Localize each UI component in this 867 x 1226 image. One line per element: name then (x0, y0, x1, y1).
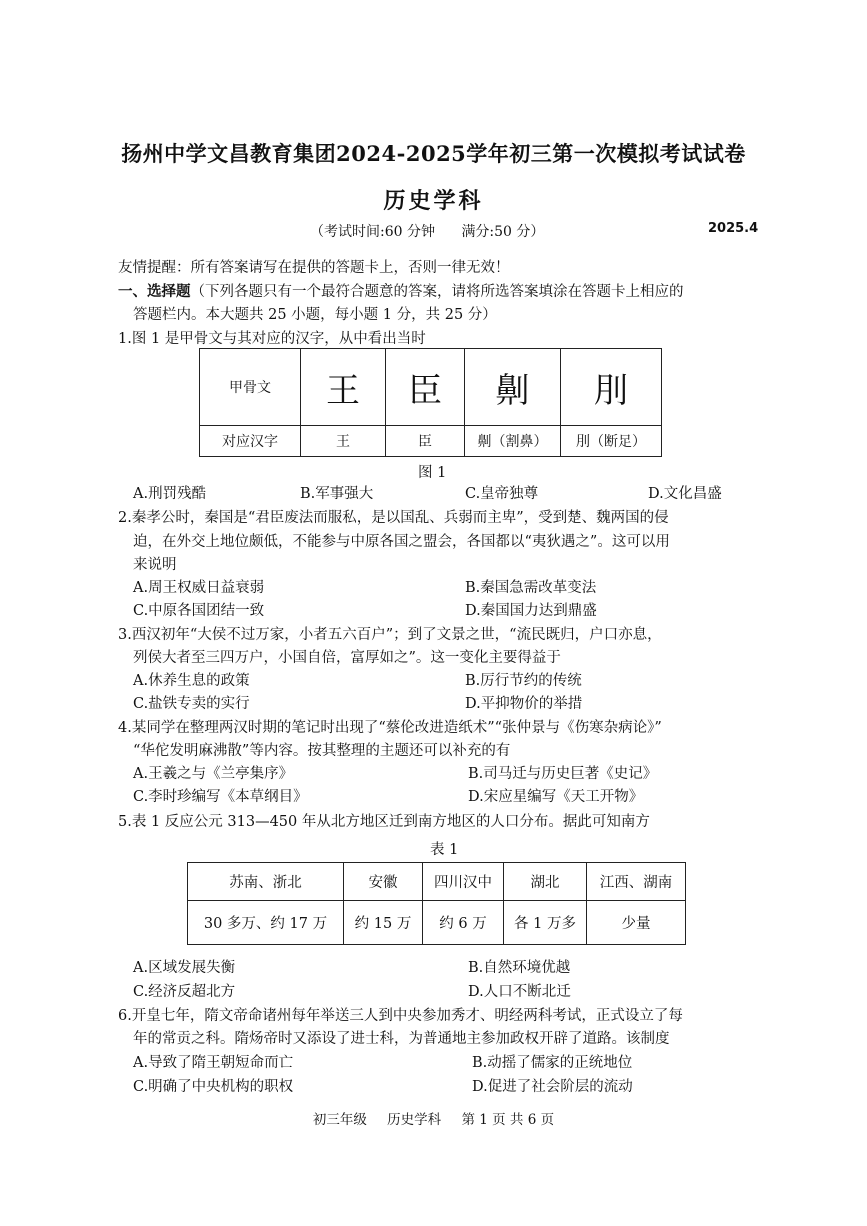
oracle-glyph-yue: 刖 (561, 349, 662, 426)
footer-grade: 初三年级 (312, 1112, 367, 1128)
modern-char-chen: 臣 (386, 426, 465, 457)
oracle-glyph-wang: 王 (301, 349, 386, 426)
section-instr-2: 答题栏内。本大题共 25 小题，每小题 1 分，共 25 分） (133, 307, 497, 323)
q3-line-2: 列侯大者至三四万户，小国自倍，富厚如之”。这一变化主要得益于 (133, 650, 561, 666)
migration-table (187, 862, 686, 945)
notice: 友情提醒：所有答案请写在提供的答题卡上，否则一律无效！ (118, 260, 510, 276)
q2-line-2: 迫，在外交上地位颇低，不能参与中原各国之盟会，各国都以“夷狄遇之”。这可以用 (133, 534, 670, 550)
modern-char-yi: 劓（割鼻） (465, 426, 561, 457)
q5-option-a: A.区域发展失衡 (133, 960, 236, 976)
section-instructions (118, 282, 684, 302)
footer-subject: 历史学科 (387, 1112, 442, 1128)
q4-option-a: A.王羲之与《兰亭集序》 (133, 766, 294, 782)
q4-line-2: “华佗发明麻沸散”等内容。按其整理的主题还可以补充的有 (133, 743, 511, 759)
q3-option-b: B.厉行节约的传统 (465, 673, 582, 689)
figure-1-caption: 图 1 (418, 465, 447, 481)
q2-line-1: 2.秦孝公时，秦国是“君臣废法而服私，是以国乱、兵弱而主卑”，受到楚、魏两国的侵 (118, 510, 669, 526)
q6-option-b: B.动摇了儒家的正统地位 (472, 1055, 633, 1071)
table-1-caption: 表 1 (430, 842, 459, 858)
exam-time: （考试时间:60 分钟 (310, 224, 435, 240)
subject-title: 历史学科 (383, 188, 484, 214)
q2-line-3: 来说明 (133, 557, 177, 573)
modern-char-wang: 王 (301, 426, 386, 457)
q5-option-b: B.自然环境优越 (468, 960, 571, 976)
value-anhui: 约 15 万 (344, 901, 423, 945)
page-footer (0, 1108, 867, 1128)
q5-option-d: D.人口不断北迁 (468, 984, 571, 1000)
q5-stem: 5.表 1 反应公元 313—450 年从北方地区迁到南方地区的人口分布。据此可知南方 (118, 814, 650, 830)
q2-option-a: A.周王权威日益衰弱 (133, 580, 265, 596)
q3-line-1: 3.西汉初年“大侯不过万家，小者五六百户”；到了文景之世，“流民既归，户口亦息， (118, 627, 662, 643)
q4-option-c: C.李时珍编写《本草纲目》 (133, 789, 308, 805)
q4-option-b: B.司马迁与历史巨著《史记》 (468, 766, 658, 782)
modern-char-yue: 刖（断足） (561, 426, 662, 457)
header-sunan-zhebei: 苏南、浙北 (188, 863, 344, 901)
header-sichuan-hanzhong: 四川汉中 (423, 863, 504, 901)
oracle-glyph-yi: 劓 (465, 349, 561, 426)
exam-date: 2025.4 (708, 221, 759, 236)
value-jiangxi-hunan: 少量 (587, 901, 686, 945)
oracle-bone-table (199, 348, 662, 457)
q5-option-c: C.经济反超北方 (133, 984, 236, 1000)
q1-option-a: A.刑罚残酷 (133, 486, 207, 502)
exam-score: 满分:50 分） (461, 224, 545, 240)
q2-option-d: D.秦国国力达到鼎盛 (465, 603, 597, 619)
oracle-glyph-chen: 臣 (386, 349, 465, 426)
header-hubei: 湖北 (504, 863, 587, 901)
q2-option-b: B.秦国急需改革变法 (465, 580, 597, 596)
q6-line-2: 年的常贡之科。隋炀帝时又添设了进士科，为普通地主参加政权开辟了道路。该制度 (133, 1031, 670, 1047)
q6-option-a: A.导致了隋王朝短命而亡 (133, 1055, 294, 1071)
q1-stem: 1.图 1 是甲骨文与其对应的汉字，从中看出当时 (118, 331, 426, 347)
value-hubei: 各 1 万多 (504, 901, 587, 945)
q6-line-1: 6.开皇七年，隋文帝命诸州每年举送三人到中央参加秀才、明经两科考试，正式设立了每 (118, 1008, 683, 1024)
value-sunan-zhebei: 30 多万、约 17 万 (188, 901, 344, 945)
header-anhui: 安徽 (344, 863, 423, 901)
q4-option-d: D.宋应星编写《天工开物》 (468, 789, 644, 805)
q2-option-c: C.中原各国团结一致 (133, 603, 265, 619)
q6-option-c: C.明确了中央机构的职权 (133, 1079, 294, 1095)
section-instr-1: （下列各题只有一个最符合题意的答案，请将所选答案填涂在答题卡上相应的 (190, 284, 684, 300)
q4-line-1: 4.某同学在整理两汉时期的笔记时出现了“蔡伦改进造纸术”“张仲景与《伤寒杂病论》” (118, 720, 662, 736)
row-label-modern: 对应汉字 (200, 426, 301, 457)
exam-title: 扬州中学文昌教育集团2024-2025学年初三第一次模拟考试试卷 (121, 141, 746, 166)
q3-option-c: C.盐铁专卖的实行 (133, 696, 250, 712)
q3-option-d: D.平抑物价的举措 (465, 696, 583, 712)
section-heading: 一、选择题 (118, 283, 191, 300)
q1-option-b: B.军事强大 (300, 486, 374, 502)
q3-option-a: A.休养生息的政策 (133, 673, 250, 689)
footer-page-number: 第 1 页 共 6 页 (461, 1112, 555, 1128)
header-jiangxi-hunan: 江西、湖南 (587, 863, 686, 901)
q6-option-d: D.促进了社会阶层的流动 (472, 1079, 633, 1095)
row-label-oracle: 甲骨文 (200, 349, 301, 426)
value-sichuan-hanzhong: 约 6 万 (423, 901, 504, 945)
q1-option-c: C.皇帝独尊 (465, 486, 539, 502)
q1-option-d: D.文化昌盛 (648, 486, 722, 502)
